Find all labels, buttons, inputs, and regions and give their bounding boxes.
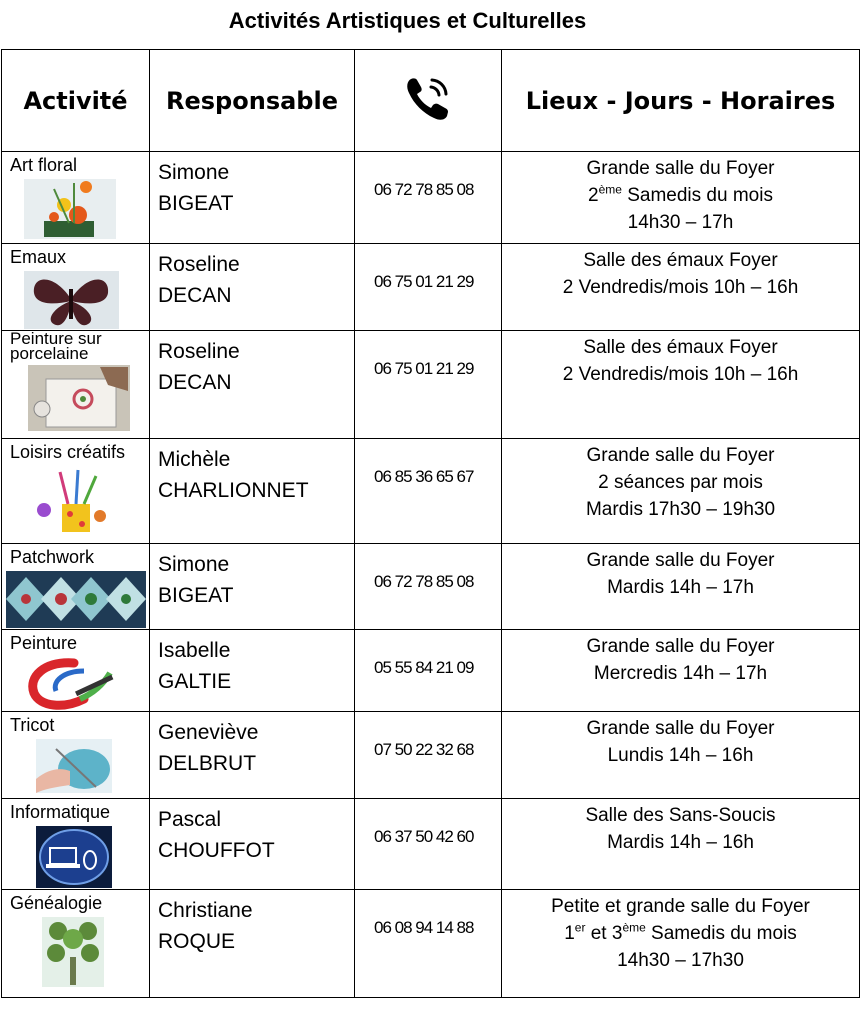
schedule-text: Samedis du mois	[621, 185, 773, 206]
schedule-line: Petite et grande salle du Foyer	[551, 896, 810, 917]
schedule-line: Salle des émaux Foyer	[583, 337, 778, 358]
superscript: ème	[622, 920, 646, 935]
schedule-text: Samedis du mois	[645, 923, 797, 944]
header-phone	[355, 50, 502, 152]
responsable-firstname: Geneviève	[158, 721, 259, 744]
schedule-cell	[502, 544, 860, 630]
responsable-cell	[150, 439, 355, 544]
schedule-cell	[502, 331, 860, 439]
phone-cell: 06 85 36 65 67	[355, 439, 502, 544]
activity-label: Tricot	[10, 715, 55, 735]
activity-cell	[2, 799, 150, 890]
schedule-cell	[502, 439, 860, 544]
responsable-firstname: Simone	[158, 553, 230, 576]
superscript: ème	[598, 182, 622, 197]
responsable-cell	[150, 331, 355, 439]
responsable-firstname: Christiane	[158, 899, 253, 922]
activity-cell	[2, 244, 150, 331]
responsable-firstname: Roseline	[158, 253, 240, 276]
responsable-firstname: Simone	[158, 161, 230, 184]
responsable-firstname: Michèle	[158, 448, 231, 471]
superscript: er	[574, 920, 586, 935]
activity-label: Loisirs créatifs	[10, 442, 126, 462]
schedule-text: et 3	[585, 923, 623, 944]
responsable-cell	[150, 244, 355, 331]
patchwork-quilt-image	[6, 571, 146, 628]
responsable-firstname: Pascal	[158, 808, 222, 831]
responsable-lastname: GALTIE	[158, 670, 232, 693]
schedule-cell	[502, 152, 860, 244]
table-row	[2, 244, 860, 331]
craft-supplies-image	[30, 466, 110, 536]
activities-table	[1, 49, 860, 998]
paint-brush-swirl-image	[24, 657, 116, 711]
activity-label: Peinture	[10, 633, 78, 653]
phone-cell: 06 75 01 21 29	[355, 331, 502, 439]
schedule-line: 2 Vendredis/mois 10h – 16h	[562, 364, 799, 385]
activity-label: Art floral	[10, 155, 78, 175]
responsable-lastname: DECAN	[158, 371, 232, 394]
knitting-hands-image	[36, 739, 112, 793]
schedule-line: Salle des émaux Foyer	[583, 250, 778, 271]
responsable-lastname: ROQUE	[158, 930, 236, 953]
activity-cell	[2, 331, 150, 439]
enamel-butterfly-image	[24, 271, 119, 329]
responsable-cell	[150, 630, 355, 712]
responsable-firstname: Isabelle	[158, 639, 231, 662]
table-row	[2, 712, 860, 799]
phone-icon	[403, 73, 453, 123]
phone-cell: 06 72 78 85 08	[355, 152, 502, 244]
responsable-cell	[150, 544, 355, 630]
table-row	[2, 439, 860, 544]
schedule-line: Grande salle du Foyer	[586, 158, 775, 179]
table-row	[2, 630, 860, 712]
activity-cell	[2, 152, 150, 244]
schedule-line: Mardis 17h30 – 19h30	[585, 499, 776, 520]
schedule-line: Mercredis 14h – 17h	[593, 663, 768, 684]
table-row	[2, 331, 860, 439]
schedule-line: Grande salle du Foyer	[586, 550, 775, 571]
responsable-cell	[150, 799, 355, 890]
activity-label: Informatique	[10, 802, 111, 822]
activity-label: Peinture sur porcelaine	[10, 329, 102, 363]
phone-cell: 06 72 78 85 08	[355, 544, 502, 630]
activity-cell	[2, 712, 150, 799]
responsable-lastname: DECAN	[158, 284, 232, 307]
schedule-line: Mardis 14h – 16h	[607, 832, 754, 853]
schedule-line: Lundis 14h – 16h	[607, 745, 754, 766]
responsable-cell	[150, 712, 355, 799]
phone-cell: 06 08 94 14 88	[355, 890, 502, 998]
schedule-line: Grande salle du Foyer	[586, 636, 775, 657]
phone-cell: 06 37 50 42 60	[355, 799, 502, 890]
responsable-lastname: BIGEAT	[158, 192, 234, 215]
family-tree-image	[42, 917, 104, 987]
activity-cell	[2, 544, 150, 630]
schedule-cell	[502, 890, 860, 998]
table-row	[2, 890, 860, 998]
flower-bouquet-image	[24, 179, 116, 239]
responsable-cell	[150, 152, 355, 244]
computer-button-image	[36, 826, 112, 888]
table-row	[2, 799, 860, 890]
responsable-lastname: CHOUFFOT	[158, 839, 275, 862]
activity-cell	[2, 439, 150, 544]
responsable-firstname: Roseline	[158, 340, 240, 363]
schedule-cell	[502, 630, 860, 712]
phone-cell: 05 55 84 21 09	[355, 630, 502, 712]
schedule-cell	[502, 799, 860, 890]
schedule-cell	[502, 712, 860, 799]
responsable-lastname: BIGEAT	[158, 584, 234, 607]
schedule-cell	[502, 244, 860, 331]
phone-cell: 06 75 01 21 29	[355, 244, 502, 331]
activity-cell	[2, 630, 150, 712]
header-lieux: Lieux - Jours - Horaires	[502, 50, 860, 152]
table-row	[2, 152, 860, 244]
schedule-line: 14h30 – 17h30	[617, 950, 744, 971]
schedule-line: Salle des Sans-Soucis	[585, 805, 776, 826]
activity-label: Emaux	[10, 247, 67, 267]
page-title: Activités Artistiques et Culturelles	[228, 8, 587, 33]
schedule-line: 2 Vendredis/mois 10h – 16h	[562, 277, 799, 298]
schedule-text: 2	[588, 185, 599, 206]
responsable-lastname: DELBRUT	[158, 752, 257, 775]
schedule-line: 2 séances par mois	[598, 472, 763, 493]
schedule-line: Mardis 14h – 17h	[607, 577, 754, 598]
activity-label: Patchwork	[10, 547, 95, 567]
responsable-lastname: CHARLIONNET	[158, 479, 309, 502]
phone-cell: 07 50 22 32 68	[355, 712, 502, 799]
porcelain-painting-image	[28, 365, 130, 431]
activity-label: Généalogie	[10, 893, 103, 913]
responsable-cell	[150, 890, 355, 998]
schedule-text: 1	[564, 923, 575, 944]
header-responsable: Responsable	[150, 50, 355, 152]
schedule-line	[510, 182, 851, 209]
schedule-line: Grande salle du Foyer	[586, 718, 775, 739]
schedule-line: 14h30 – 17h	[627, 212, 734, 233]
table-row	[2, 544, 860, 630]
schedule-line	[510, 920, 851, 947]
activity-cell	[2, 890, 150, 998]
header-activite: Activité	[2, 50, 150, 152]
header-row	[2, 50, 860, 152]
schedule-line: Grande salle du Foyer	[586, 445, 775, 466]
